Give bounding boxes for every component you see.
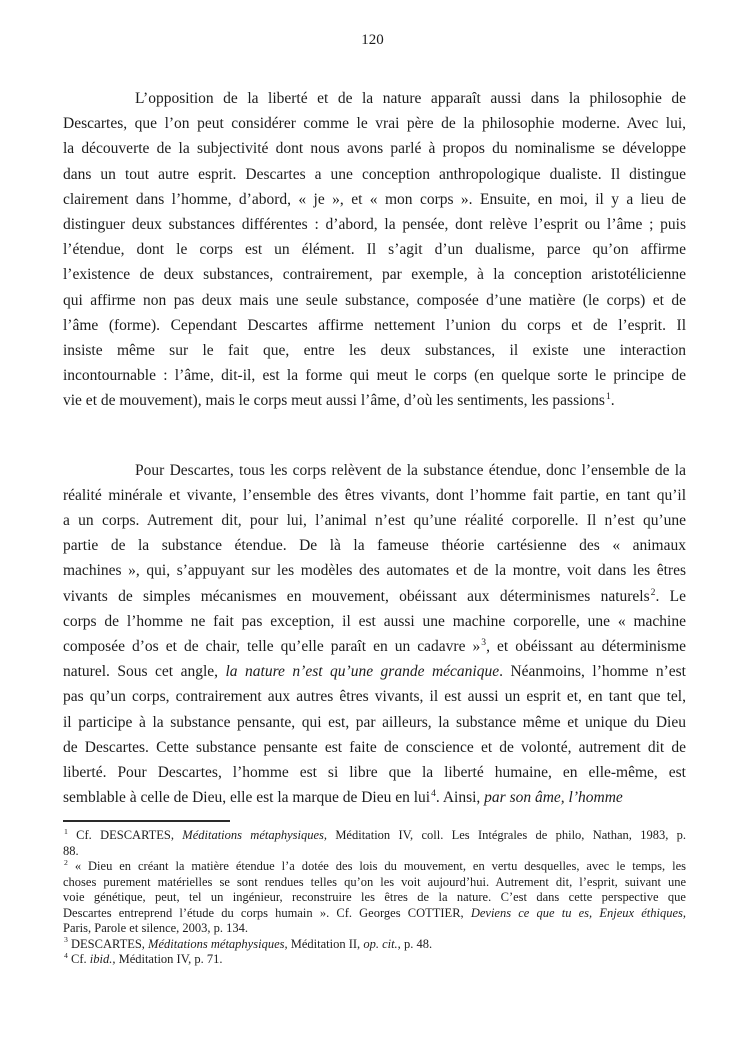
text-run: pas qu’un corps, contrairement aux autres êtres vivants, il est aussi un esprit et, en tant que tel, — [63, 688, 686, 706]
text-run: . — [610, 392, 615, 410]
text-run: Méditation II, — [287, 936, 364, 951]
text-run: composée d’os et de chair, telle qu’elle paraît en un cadavre » — [63, 638, 481, 656]
text-line — [63, 785, 686, 810]
text-run: Cf. DESCARTES, — [76, 828, 183, 842]
text-line — [63, 111, 686, 136]
footnote-ref: 1 — [605, 391, 611, 403]
footnote-ref: 3 — [481, 636, 487, 648]
text-run: incontournable : l’âme, dit-il, est la forme qui meut le corps (en quelque sorte le principe de — [63, 367, 686, 385]
text-run: . Ainsi, — [435, 789, 485, 807]
text-run: DESCARTES, — [71, 936, 149, 951]
text-line — [63, 533, 686, 558]
footnote-marker: 3 — [64, 935, 68, 945]
text-line — [63, 634, 686, 659]
text-line — [63, 890, 686, 906]
text-run: 88. — [63, 843, 79, 858]
text-run: dans un tout autre esprit. Descartes a une conception anthropologique dualiste. Il distingue — [63, 165, 686, 183]
text-line — [63, 558, 686, 583]
text-line — [63, 609, 686, 634]
text-run: , et obéissant au déterminisme — [486, 638, 686, 656]
text-run: l’existence de deux substances, contrairement, par exemple, à la conception aristotélicienne — [63, 266, 686, 284]
text-run: L’opposition de la liberté et de la nature apparaît aussi dans la philosophie de — [135, 90, 686, 107]
text-run: ibid., — [89, 952, 116, 966]
text-run: corps de l’homme ne fait pas exception, il est aussi une machine corporelle, une « machine — [63, 612, 686, 630]
text-line — [63, 458, 686, 483]
text-run: Deviens ce que tu es, Enjeux éthiques, — [470, 905, 686, 920]
text-line — [63, 262, 686, 287]
body-text — [63, 86, 686, 810]
text-run: liberté. Pour Descartes, l’homme est si libre que la liberté humaine, en elle-même, est — [63, 764, 686, 782]
text-line — [63, 86, 686, 111]
text-line — [63, 363, 686, 388]
text-line — [63, 828, 686, 844]
text-run: Cf. — [71, 952, 90, 966]
text-line — [63, 659, 686, 684]
text-run: par son âme, l’homme — [484, 789, 623, 807]
text-run: qui affirme non pas deux mais une seule substance, composée d’une matière (le corps) et de — [63, 291, 686, 309]
text-line — [63, 921, 686, 937]
text-run: réalité minérale et vivante, l’ensemble des êtres vivants, dont l’homme fait partie, en tant qu’il — [63, 486, 686, 504]
footnote-marker: 1 — [64, 826, 68, 836]
text-run: Méditation IV, coll. Les Intégrales de philo, Nathan, 1983, p. — [327, 828, 687, 842]
text-line — [63, 584, 686, 609]
text-run: Méditations métaphysiques, — [182, 828, 328, 842]
text-line — [63, 162, 686, 187]
text-run: Pour Descartes, tous les corps relèvent de la substance étendue, donc l’ensemble de la — [135, 461, 686, 479]
body-paragraph — [63, 86, 686, 414]
text-run: a un corps. Autrement dit, pour lui, l’animal n’est qu’une réalité corporelle. Il n’est qu’une — [63, 512, 686, 530]
text-line — [63, 735, 686, 760]
text-run: l’étendue, dont le corps est un élément. Il s’agit d’un dualisme, parce qu’on affirme — [63, 241, 686, 259]
text-run: semblable à celle de Dieu, elle est la marque de Dieu en lui — [63, 789, 431, 807]
text-run: la découverte de la subjectivité dont nous avons parlé à propos du nominalisme se développe — [63, 140, 686, 158]
footnote-item — [63, 859, 686, 937]
text-line — [63, 483, 686, 508]
text-line — [63, 937, 686, 953]
text-run: naturel. Sous cet angle, — [63, 663, 226, 681]
text-line — [63, 313, 686, 338]
text-run: il participe à la substance pensante, qui est, par ailleurs, la substance même et unique du Dieu — [63, 713, 686, 731]
text-line — [63, 288, 686, 313]
text-run: Descartes entreprend l’étude du corps humain ». Cf. Georges COTTIER, — [63, 905, 471, 920]
text-run: Descartes, que l’on peut considérer comme le vrai père de la philosophie moderne. Avec lui, — [63, 115, 686, 133]
text-line — [63, 508, 686, 533]
text-line — [63, 844, 686, 860]
footnote-marker: 4 — [64, 950, 68, 960]
text-run: l’âme (forme). Cependant Descartes affirme nettement l’union du corps et de l’esprit. Il — [63, 316, 686, 334]
footnote-item — [63, 952, 686, 968]
text-run: . Néanmoins, l’homme n’est — [499, 663, 686, 681]
text-run: insiste même sur le fait que, entre les deux substances, il existe une interaction — [63, 342, 686, 360]
text-line — [63, 875, 686, 891]
text-line — [63, 136, 686, 161]
footnotes-list — [63, 828, 686, 968]
text-line — [63, 187, 686, 212]
text-run: « Dieu en créant la matière étendue l’a dotée des lois du mouvement, en vertu desquelles, avec le temps, les — [74, 859, 687, 873]
page-number: 120 — [361, 32, 384, 48]
text-run: la nature n’est qu’une grande mécanique — [225, 663, 500, 681]
text-run: de Descartes. Cette substance pensante est faite de conscience et de volonté, autrement dit de — [63, 738, 686, 756]
text-line — [63, 388, 686, 413]
text-line — [63, 684, 686, 709]
footnote-ref: 4 — [431, 788, 436, 800]
footnote-item — [63, 828, 686, 859]
text-run: clairement dans l’homme, d’abord, « je », et « mon corps ». Ensuite, en moi, il y a lieu de — [63, 190, 686, 208]
text-run: vie et de mouvement), mais le corps meut aussi l’âme, d’où les sentiments, les passions — [63, 392, 605, 410]
text-run: choses purement matérielles se sont rendues telles qu’on les voit aujourd’hui. Autrement dit, l’esprit, suivant une — [63, 874, 686, 889]
text-line — [63, 906, 686, 922]
text-run: . Le — [655, 587, 686, 605]
text-line — [63, 859, 686, 875]
text-run: Méditation IV, p. 71. — [115, 952, 223, 966]
text-run: partie de la substance étendue. De là la fameuse théorie cartésienne des « animaux — [63, 537, 686, 555]
text-line — [63, 212, 686, 237]
text-run: op. cit., — [363, 936, 401, 951]
text-run: distinguer deux substances différentes : d’abord, la pensée, dont relève l’esprit ou l’âme ; puis — [63, 216, 686, 234]
footnote-ref: 2 — [650, 586, 656, 598]
text-line — [63, 237, 686, 262]
body-paragraph — [63, 458, 686, 811]
text-line — [63, 710, 686, 735]
text-run: Méditations métaphysiques, — [148, 936, 288, 951]
text-run: p. 48. — [400, 936, 433, 951]
footnote-item — [63, 937, 686, 953]
footnote-marker: 2 — [64, 857, 68, 867]
text-run: machines », qui, s’appuyant sur les modèles des automates et de la montre, voit dans les êtres — [63, 562, 686, 580]
text-run: Paris, Parole et silence, 2003, p. 134. — [63, 921, 249, 935]
text-run: voie génétique, peut, tel un ingénieur, reconstruire les êtres de la nature. C’est dans cette perspective que — [63, 890, 686, 904]
text-run: vivants de simples mécanismes en mouvement, obéissant aux déterminismes naturels — [63, 587, 650, 605]
text-line — [63, 760, 686, 785]
text-line — [63, 338, 686, 363]
footnote-area — [63, 820, 686, 968]
footnote-separator — [63, 820, 230, 822]
text-line — [63, 952, 686, 968]
